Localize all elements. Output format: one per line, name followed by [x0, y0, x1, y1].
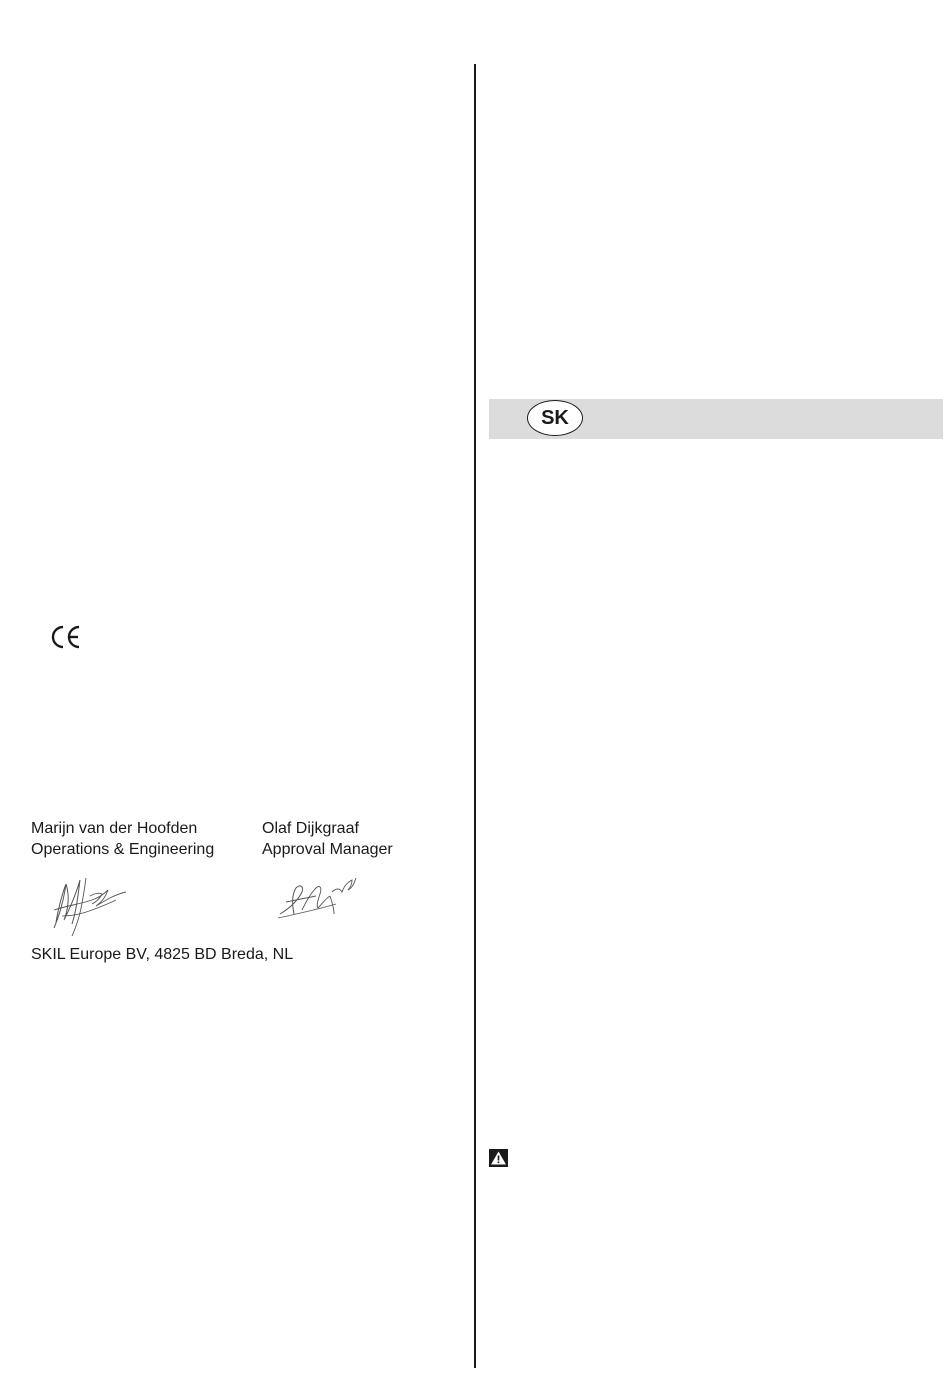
- language-header-bar: [489, 399, 943, 439]
- signatory-name: Marijn van der Hoofden: [31, 820, 198, 837]
- signature-operations: [46, 870, 130, 936]
- language-badge: SK: [527, 400, 583, 436]
- signatory-title: Operations & Engineering: [31, 841, 215, 858]
- signatory-operations: [31, 818, 214, 860]
- ce-mark-icon: [50, 624, 82, 650]
- warning-triangle-icon: [489, 1149, 508, 1167]
- company-address: SKIL Europe BV, 4825 BD Breda, NL: [31, 946, 294, 963]
- column-divider: [474, 64, 476, 1368]
- signature-approval: [276, 870, 358, 920]
- signatory-approval: [262, 818, 393, 860]
- signatory-title: Approval Manager: [262, 841, 393, 858]
- signatory-name: Olaf Dijkgraaf: [262, 820, 359, 837]
